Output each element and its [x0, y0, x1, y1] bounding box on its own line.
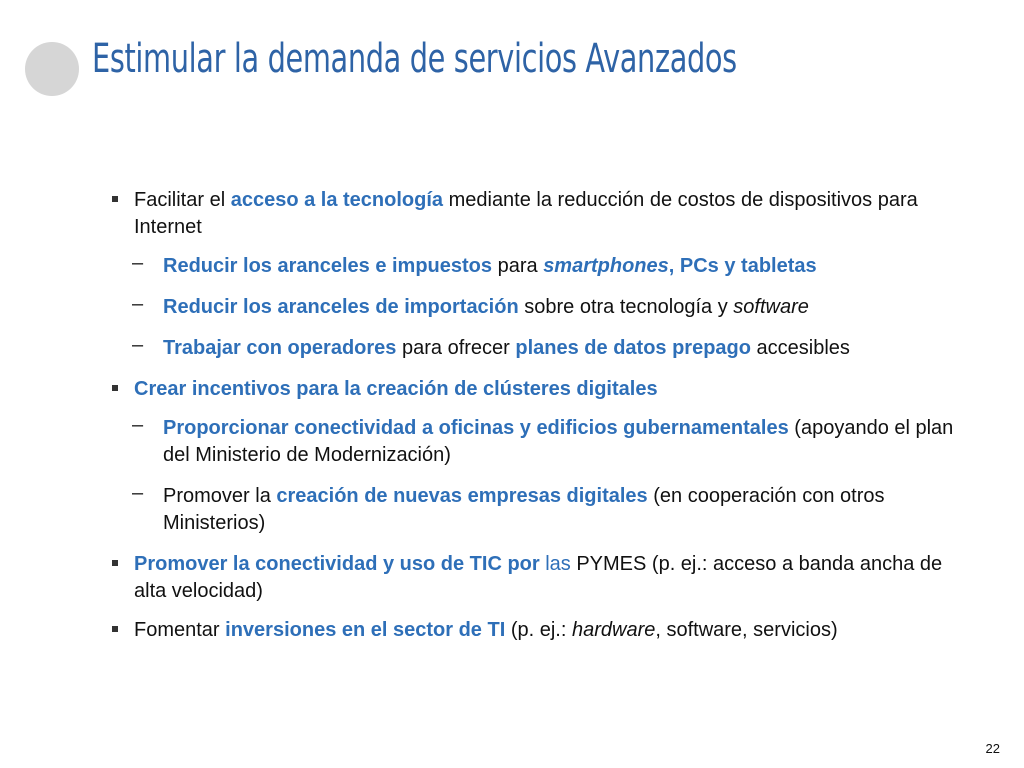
- bullet-list: [112, 187, 972, 656]
- slide-title: Estimular la demanda de servicios Avanzados: [92, 36, 737, 82]
- page-number: 22: [985, 741, 1000, 756]
- dash-bullet-icon: –: [132, 293, 144, 315]
- bullet-item: Fomentar inversiones en el sector de TI (p. ej.: hardware, software, servicios): [112, 617, 972, 644]
- bullet-item: Facilitar el acceso a la tecnología mediante la reducción de costos de dispositivos para Internet: [112, 187, 972, 241]
- square-bullet-icon: [112, 626, 118, 632]
- bullet-item: Crear incentivos para la creación de clústeres digitales: [112, 376, 972, 403]
- dash-bullet-icon: –: [132, 482, 144, 504]
- title-circle-decoration: [25, 42, 79, 96]
- sub-bullet-item: – Reducir los aranceles e impuestos para smartphones, PCs y tabletas: [132, 252, 817, 277]
- sub-bullet-item: – Proporcionar conectividad a oficinas y edificios gubernamentales (apoyando el plan del Ministerio de Modernización): [132, 414, 954, 466]
- square-bullet-icon: [112, 196, 118, 202]
- sub-bullet-item: – Reducir los aranceles de importación sobre otra tecnología y software: [132, 293, 809, 318]
- dash-bullet-icon: –: [132, 414, 144, 436]
- dash-bullet-icon: –: [132, 334, 144, 356]
- sub-bullet-item: – Promover la creación de nuevas empresas digitales (en cooperación con otros Ministerios): [132, 482, 885, 534]
- sub-bullet-item: – Trabajar con operadores para ofrecer planes de datos prepago accesibles: [132, 334, 850, 359]
- square-bullet-icon: [112, 385, 118, 391]
- bullet-item: Promover la conectividad y uso de TIC por las PYMES (p. ej.: acceso a banda ancha de alta velocidad): [112, 551, 972, 605]
- square-bullet-icon: [112, 560, 118, 566]
- dash-bullet-icon: –: [132, 252, 144, 274]
